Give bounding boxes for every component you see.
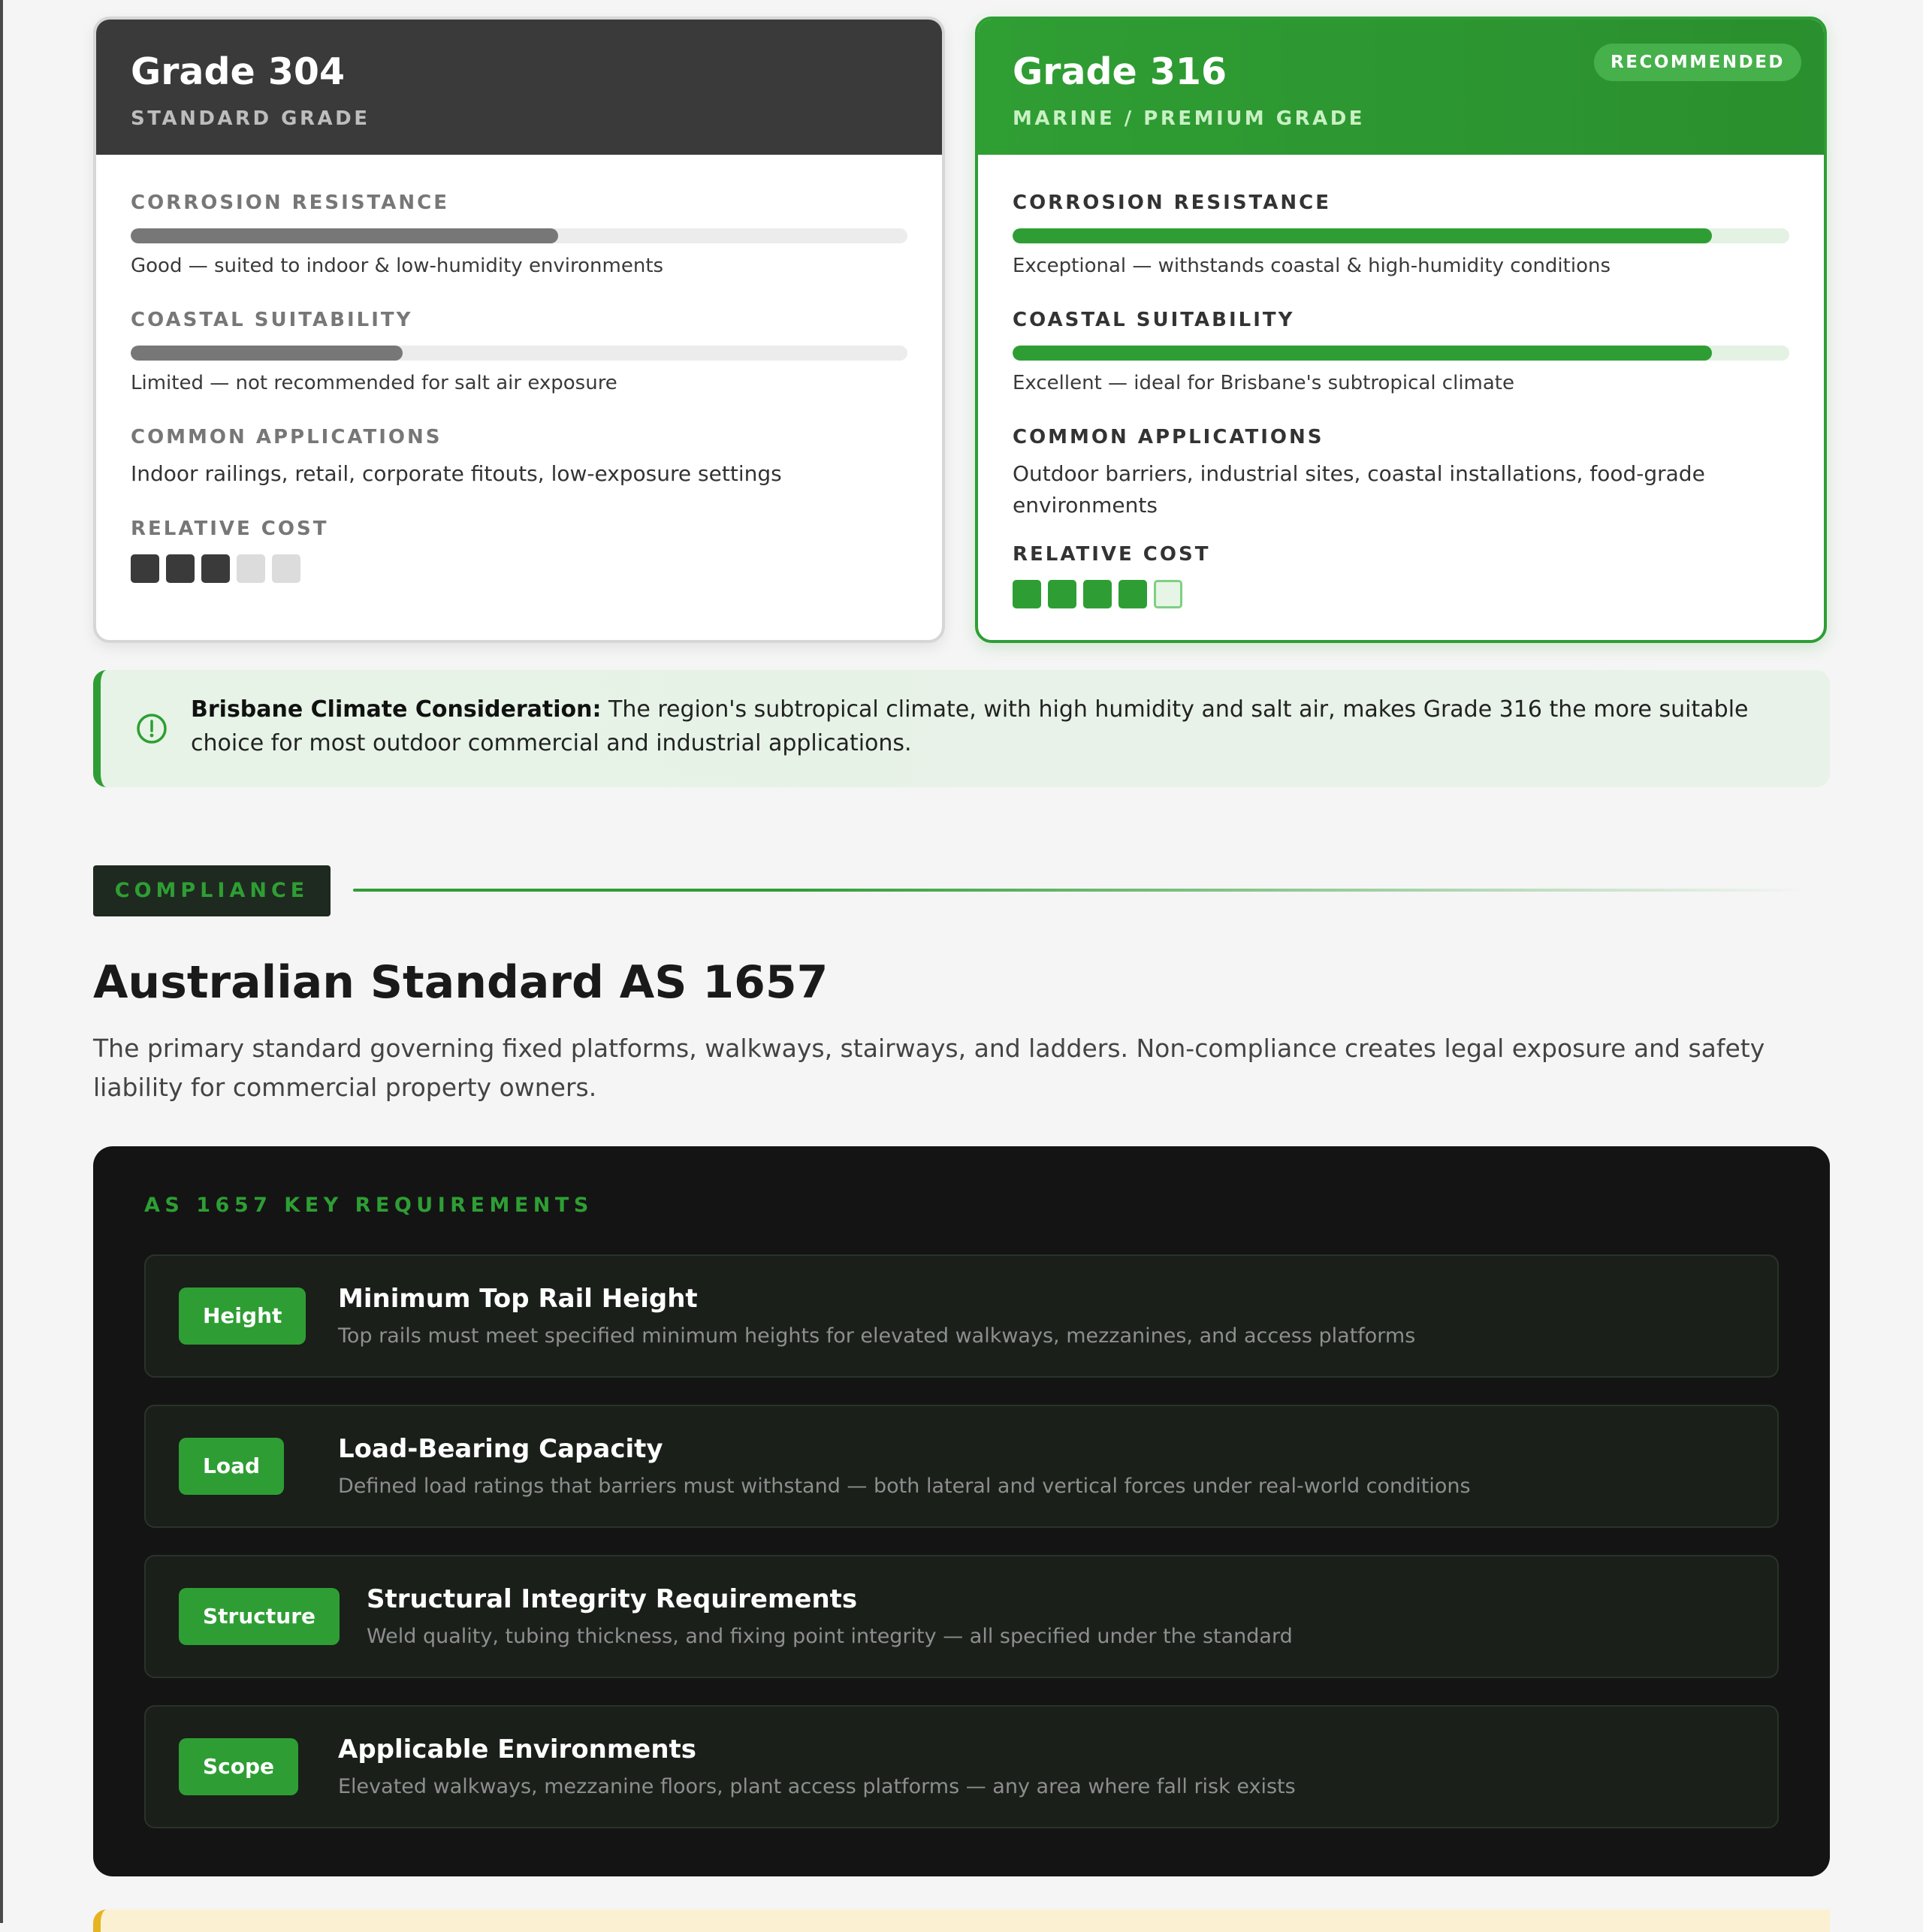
grade-title: Grade 316	[1013, 50, 1227, 93]
corrosion-label: CORROSION RESISTANCE	[131, 192, 449, 214]
climate-note-heading: Brisbane Climate Consideration:	[191, 696, 602, 723]
coastal-label: COASTAL SUITABILITY	[1013, 309, 1295, 331]
section-divider	[353, 889, 1810, 892]
grade-card-304	[93, 17, 945, 643]
coastal-bar-fill	[1013, 346, 1712, 361]
grade-subtitle: MARINE / PREMIUM GRADE	[1013, 107, 1366, 130]
window-edge	[0, 0, 3, 1923]
climate-note	[93, 670, 1830, 787]
requirement-tag: Load	[179, 1438, 284, 1495]
cost-square-filled	[131, 554, 159, 583]
requirement-item	[144, 1405, 1779, 1528]
grade-card-header	[96, 20, 942, 155]
applications-text: Outdoor barriers, industrial sites, coastal installations, food-grade environments	[1013, 461, 1705, 518]
requirement-tag: Structure	[179, 1588, 340, 1645]
cost-square-empty	[237, 554, 265, 583]
climate-note-body: The region's subtropical climate, with high humidity and salt air, makes Grade 316 the more suitable choice for most outdoor commercial and industrial applications.	[191, 696, 1749, 756]
section-tag: COMPLIANCE	[93, 865, 331, 916]
requirement-tag: Scope	[179, 1738, 298, 1795]
requirement-tag: Height	[179, 1287, 306, 1345]
cost-label: RELATIVE COST	[131, 518, 329, 540]
corrosion-label: CORROSION RESISTANCE	[1013, 192, 1331, 214]
grade-subtitle: STANDARD GRADE	[131, 107, 370, 130]
coastal-bar	[1013, 346, 1789, 361]
corrosion-bar	[131, 228, 907, 243]
cost-square-filled	[1083, 580, 1112, 608]
cost-square-empty	[1154, 580, 1182, 608]
grade-card-header	[978, 20, 1824, 155]
recommended-badge: RECOMMENDED	[1594, 44, 1801, 81]
requirement-item	[144, 1254, 1779, 1378]
requirement-title: Applicable Environments	[338, 1734, 697, 1764]
next-callout-edge	[93, 1909, 1830, 1932]
corrosion-desc: Good — suited to indoor & low-humidity environments	[131, 255, 664, 277]
section-description: The primary standard governing fixed platforms, walkways, stairways, and ladders. Non-compliance creates legal exposure and safety liability for commercial property owners.	[93, 1034, 1765, 1102]
applications-label: COMMON APPLICATIONS	[1013, 426, 1324, 448]
cost-rating	[1013, 580, 1789, 608]
requirement-title: Load-Bearing Capacity	[338, 1434, 663, 1464]
cost-square-filled	[201, 554, 230, 583]
coastal-desc: Limited — not recommended for salt air exposure	[131, 372, 617, 394]
section-title: Australian Standard AS 1657	[93, 956, 829, 1009]
corrosion-desc: Exceptional — withstands coastal & high-humidity conditions	[1013, 255, 1611, 277]
cost-square-filled	[1048, 580, 1076, 608]
cost-label: RELATIVE COST	[1013, 543, 1211, 566]
requirement-desc: Top rails must meet specified minimum heights for elevated walkways, mezzanines, and access platforms	[338, 1324, 1416, 1348]
info-circle-icon	[135, 712, 168, 745]
requirements-panel	[93, 1146, 1830, 1876]
applications-text: Indoor railings, retail, corporate fitouts, low-exposure settings	[131, 461, 782, 486]
climate-note-text	[191, 693, 1806, 760]
requirement-desc: Weld quality, tubing thickness, and fixing point integrity — all specified under the standard	[367, 1625, 1293, 1648]
requirement-title: Structural Integrity Requirements	[367, 1584, 858, 1614]
requirement-item	[144, 1555, 1779, 1678]
cost-rating	[131, 554, 907, 583]
grade-comparison	[93, 17, 1830, 645]
grade-card-316	[975, 17, 1827, 643]
cost-square-empty	[272, 554, 300, 583]
corrosion-bar-fill	[131, 228, 558, 243]
grade-title: Grade 304	[131, 50, 346, 93]
corrosion-bar	[1013, 228, 1789, 243]
requirement-title: Minimum Top Rail Height	[338, 1284, 698, 1314]
coastal-desc: Excellent — ideal for Brisbane's subtropical climate	[1013, 372, 1515, 394]
coastal-bar	[131, 346, 907, 361]
cost-square-filled	[166, 554, 195, 583]
cost-square-filled	[1013, 580, 1041, 608]
requirement-item	[144, 1705, 1779, 1828]
requirement-desc: Elevated walkways, mezzanine floors, plant access platforms — any area where fall risk exists	[338, 1775, 1296, 1798]
requirements-heading: AS 1657 KEY REQUIREMENTS	[144, 1194, 593, 1217]
applications-label: COMMON APPLICATIONS	[131, 426, 442, 448]
corrosion-bar-fill	[1013, 228, 1712, 243]
cost-square-filled	[1118, 580, 1147, 608]
coastal-bar-fill	[131, 346, 403, 361]
coastal-label: COASTAL SUITABILITY	[131, 309, 413, 331]
requirement-desc: Defined load ratings that barriers must withstand — both lateral and vertical forces under real-world conditions	[338, 1475, 1471, 1498]
